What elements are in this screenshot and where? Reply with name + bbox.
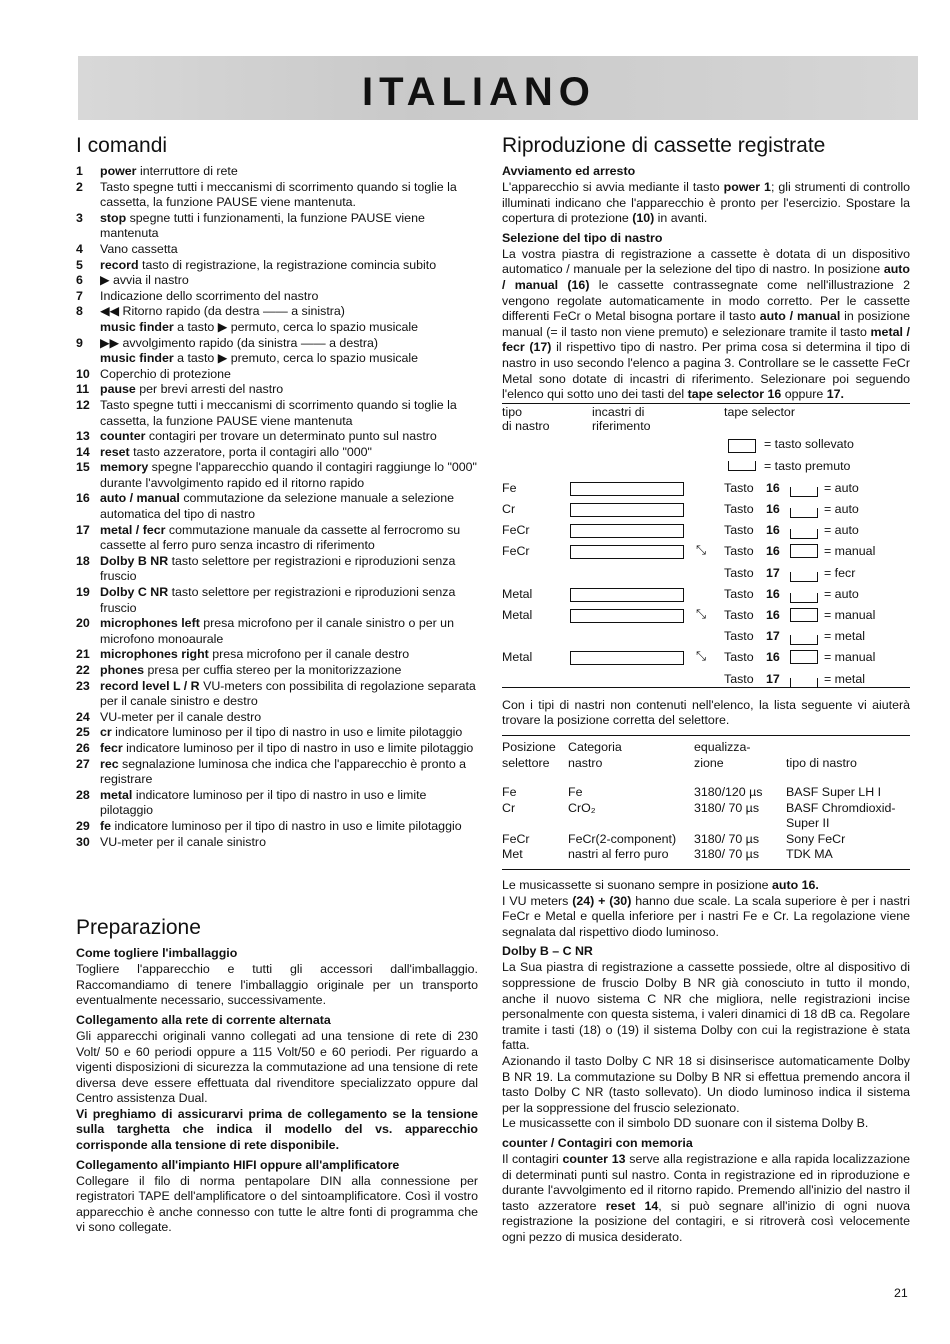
list-item-text (100, 242, 478, 258)
table-header-cell (502, 740, 568, 771)
header-line: nastro (568, 755, 603, 770)
list-item-number: 28 (76, 787, 90, 802)
cassette-notch-icon (570, 524, 684, 538)
list-item-description: tasto di registrazione, la registrazione comincia subito (138, 257, 437, 272)
table-cell: Sony FeCr (786, 831, 846, 846)
list-item-text (100, 679, 478, 710)
header-line: zione (694, 755, 724, 770)
list-item (76, 273, 478, 289)
list-item-text (100, 835, 478, 851)
list-item-text (100, 180, 478, 211)
switch-released-icon (790, 650, 818, 664)
list-item-keyword: record (100, 257, 139, 272)
list-item (76, 788, 478, 819)
list-item-description: presa microfono per il canale sinistro o per un microfono monoaurale (100, 616, 454, 646)
tasto-label: Tasto (724, 544, 754, 559)
list-item-text (100, 367, 478, 383)
header-line: selettore (502, 755, 550, 770)
tape-type-text: La vostra piastra di registrazione a cassette è dotata di un dispositivo automatico / manuale per la selezione del tipo di nastro. In posizione auto / manual (16) le cassette contrassegnate come nell'illustrazione 2 vengono regolate automaticamente in modo corretto. Per le cassette differenti FeCr o Metal bisogna portare il tasto auto / manual in posizione manual (= il tasto non viene premuto) e selezionare tramite il tasto metal / fecr (17) il rispettivo tipo di nastro. Per prima cosa si determina il tipo di nastro in uso secondo l'elenco a pagina 3. Controllare se le cassette FeCr Metal sono dotate di incastri di riferimento. Selezionare poi seguendo l'elenco qui sotto uno dei tasti del tape selector 16 oppure 17. (502, 246, 910, 402)
list-item (76, 835, 478, 851)
list-item-description: tasto azzeratore, porta il contagiri allo "000" (129, 444, 372, 459)
list-item-text (100, 382, 478, 398)
list-item-number: 20 (76, 616, 90, 631)
legend-up-icon (728, 439, 756, 453)
table-cell: TDK MA (786, 847, 833, 862)
list-item-keyword: memory (100, 460, 149, 475)
list-item (76, 398, 478, 429)
list-item-keyword: auto / manual (100, 491, 180, 506)
list-item (76, 725, 478, 741)
list-item (76, 554, 478, 585)
list-item-number: 23 (76, 678, 90, 693)
list-item (76, 382, 478, 398)
list-item (76, 164, 478, 180)
tasto-number: 17 (766, 565, 780, 580)
header-line: Posizione (502, 739, 556, 754)
list-item-description: indicatore luminoso per il tipo di nastro in uso e limite pilotaggio (111, 818, 462, 833)
tape-type: Metal (502, 607, 533, 622)
switch-pressed-icon (790, 508, 818, 518)
tape-selector-value: = metal (824, 629, 865, 644)
table-cell: nastri al ferro puro (568, 847, 669, 862)
tasto-label: Tasto (724, 671, 754, 686)
list-item (76, 663, 478, 679)
switch-released-icon (790, 544, 818, 558)
table-cell: CrO₂ (568, 800, 596, 815)
preparazione-heading: Preparazione (76, 916, 201, 940)
list-item-description: tasto selettore per registrazioni e riproduzioni senza fruscio (100, 553, 456, 584)
cassette-notch-icon (570, 545, 684, 559)
arrow-icon: ⤡ (696, 649, 706, 664)
list-item-keyword: rec (100, 756, 119, 771)
list-item-number: 22 (76, 663, 90, 677)
list-item-text (100, 320, 478, 336)
list-item-description: VU-meter per il canale destro (100, 709, 262, 724)
table-row (502, 832, 912, 848)
list-item-description: indicatore luminoso per il tipo di nastro in uso e limite pilotaggio (100, 787, 427, 818)
list-item-number (76, 351, 100, 367)
list-item-text (100, 429, 478, 445)
list-item-number: 29 (76, 818, 90, 833)
list-item-description: Tasto spegne tutti i meccanismi di scorrimento quando si toglie la cassetta, la funzione PAUSE viene mantenuta (100, 397, 457, 428)
list-item-description: VU-meter per il canale sinistro (100, 834, 266, 849)
list-item-keyword: microphones left (100, 616, 200, 631)
arrow-icon: ⤡ (696, 543, 706, 558)
tape-selector-value: = auto (824, 586, 859, 601)
list-item-text (100, 647, 478, 663)
table-header-cell (786, 740, 912, 771)
list-item (76, 304, 478, 320)
list-item (76, 351, 478, 367)
list-item-keyword: microphones right (100, 647, 209, 662)
list-item-number: 17 (76, 522, 90, 537)
list-item-description: per brevi arresti del nastro (135, 382, 284, 397)
list-item-text (100, 710, 478, 726)
list-item-description: Tasto spegne tutti i meccanismi di scorrimento quando si toglie la cassetta, la funzione PAUSE viene mantenuta. (100, 179, 457, 210)
list-item-keyword: metal / fecr (100, 522, 166, 537)
list-item-number: 3 (76, 210, 83, 225)
header-line (786, 740, 912, 756)
list-item-keyword: music finder (100, 351, 174, 366)
counter-heading: counter / Contagiri con memoria (502, 1135, 693, 1150)
list-item-description: presa per cuffia stereo per la monitorizzazione (144, 663, 402, 677)
list-item-keyword: reset (100, 444, 130, 459)
list-item-number: 18 (76, 553, 90, 568)
unpacking-text: Togliere l'apparecchio e tutti gli accessori dall'imballaggio. Raccomandiamo di tenere l'imballaggio originale per un transporto eventualmente necessario, successivamente. (76, 962, 478, 1008)
tasto-number: 16 (766, 607, 780, 622)
list-item (76, 429, 478, 445)
playback-heading: Riproduzione di cassette registrate (502, 134, 826, 157)
list-item-description: indicatore luminoso per il tipo di nastro in uso e limite pilotaggio (111, 725, 463, 740)
mains-text: Gli apparecchi originali vanno collegati ad una tensione di rete di 230 Volt/ 50 e 60 periodi oppure a 115 Volt/50 e 60 periodi. Per riguardo a vigenti disposizioni di sicurezza la commutazione ad una tensione di rete diversa deve essere effettuata dal rivenditore specializzato oppure dal Centro assistenza Dual. (76, 1028, 478, 1106)
tape-type: Metal (502, 586, 533, 601)
list-item-number: 30 (76, 834, 90, 849)
list-item-text (100, 616, 478, 647)
tape-selector-value: = manual (824, 544, 876, 559)
list-item-text (100, 757, 478, 788)
table-cell: Fe (502, 785, 517, 800)
list-item-number: 25 (76, 725, 90, 740)
list-item-number: 24 (76, 709, 90, 724)
counter-text: Il contagiri counter 13 serve alla registrazione e alla rapida localizzazione di determinati punti sul nastro. Conta in registrazione ed in riproduzione e durante l'avvolgimento ed il ritorno rapido. Premendo all'inizio del nastro il tasto azzeratore reset 14, si può segnare all'inizio di ogni nuova registrazione la posizione del contagiri, e si ritroverà così velocemente ogni pezzo di musica desiderato. (502, 1151, 910, 1244)
th-nastro: di nastro (502, 418, 550, 433)
th-incastri: incastri di (592, 404, 645, 419)
list-item-text (100, 819, 478, 835)
list-item (76, 367, 478, 383)
list-item-text (100, 258, 478, 274)
list-item (76, 445, 478, 461)
list-item-description: Vano cassetta (100, 241, 178, 256)
legend-up-text: = tasto sollevato (764, 436, 854, 451)
list-item (76, 819, 478, 835)
switch-pressed-icon (790, 593, 818, 603)
list-item-keyword: counter (100, 429, 146, 444)
auto-text: Le musicassette si suonano sempre in posizione auto 16. (502, 878, 819, 893)
list-item-description: segnalazione luminosa che indica che l'apparecchio è pronto a registrare (100, 756, 467, 787)
list-item (76, 523, 478, 554)
tasto-number: 16 (766, 523, 780, 538)
list-item-text (100, 585, 478, 616)
list-item-number: 7 (76, 288, 83, 303)
list-item-description: tasto selettore per registrazioni e riproduzioni senza fruscio (100, 585, 456, 615)
table-cell: BASF Chromdioxid-Super II (786, 800, 896, 831)
list-item-number: 19 (76, 585, 90, 600)
vu-text: I VU meters (24) + (30) hanno due scale. La scala superiore è per i nastri FeCr e Metal e quella inferiore per i nastri Fe e Cr. La regolazione viene segnalata dal rispettivo diodo luminoso. (502, 893, 910, 939)
list-item-number (76, 320, 100, 336)
tape-selector-value: = auto (824, 501, 859, 516)
table-header-cell (568, 740, 694, 771)
cassette-notch-icon (570, 588, 684, 602)
tasto-number: 16 (766, 544, 780, 559)
list-item-number: 10 (76, 366, 90, 381)
table-row (502, 801, 912, 832)
list-item-number: 11 (76, 382, 90, 397)
tape-selector-table (502, 403, 910, 685)
list-item-text (100, 741, 478, 757)
list-item (76, 336, 478, 352)
tape-type: FeCr (502, 544, 530, 559)
list-item-keyword: fe (100, 818, 112, 833)
list-item-keyword: Dolby B NR (100, 553, 169, 568)
switch-pressed-icon (790, 529, 818, 539)
list-item (76, 741, 478, 757)
th-riferimento: riferimento (592, 418, 651, 433)
list-item (76, 647, 478, 663)
list-item-number: 2 (76, 179, 83, 194)
list-item (76, 460, 478, 491)
tape-type: Fe (502, 480, 517, 495)
list-item (76, 757, 478, 788)
switch-pressed-icon (790, 678, 818, 688)
tape-selector-value: = fecr (824, 565, 856, 580)
list-item-text (100, 663, 478, 679)
list-item-number: 16 (76, 491, 90, 506)
dolby-text-2: Azionando il tasto Dolby C NR 18 si disinserisce automaticamente Dolby B NR 19. La commutazione su Dolby B NR si effettua premendo ancora il tasto Dolby C NR (tasto sollevato). Un diodo luminoso indica il sistema per la soppressione del fruscio selezionato. (502, 1054, 910, 1115)
list-item (76, 320, 478, 336)
table-cell: Met (502, 847, 523, 862)
list-item-text (100, 398, 478, 429)
list-item-description: Indicazione dello scorrimento del nastro (100, 288, 319, 303)
list-item (76, 679, 478, 710)
list-item (76, 258, 478, 274)
list-item (76, 491, 478, 522)
tasto-number: 16 (766, 586, 780, 601)
list-item-text (100, 289, 478, 305)
tape-selector-value: = auto (824, 523, 859, 538)
tape-selector-value: = manual (824, 607, 876, 622)
table-cell: Cr (502, 800, 516, 815)
list-item-number: 14 (76, 444, 90, 459)
list-item-number: 1 (76, 164, 83, 178)
tape-type: Metal (502, 650, 533, 665)
list-item-description: spegne l'apparecchio quando il contagiri raggiunge lo "000" durante l'avvolgimento rapido ed il ritorno rapido (100, 460, 477, 490)
list-item (76, 585, 478, 616)
controls-list (76, 164, 478, 850)
list-item-keyword: phones (100, 663, 145, 677)
list-item-description: a tasto ▶ premuto, cerca lo spazio musicale (173, 351, 419, 366)
unpacking-heading: Come togliere l'imballaggio (76, 946, 238, 961)
list-item-number: 27 (76, 756, 90, 771)
list-item-description: ▶▶ avvolgimento rapido (da sinistra —— a destra) (100, 335, 378, 350)
list-item-number: 13 (76, 429, 90, 444)
list-item-number: 9 (76, 335, 83, 350)
list-item-text (100, 445, 478, 461)
dolby-text-1: La Sua piastra di registrazione a cassette possiede, oltre al dispositivo di soppressione de fruscio Dolby B NR già conosciuto in tutto il mondo, anche il nuovo sistema C NR che migliora, nelle registrazioni incise personalmente con questa sistema, i valeri dinamici di 18 dB ca. Regolare tramite i tasti (18) o (19) il sistema Dolby con cui la registrazione è stata fatta. (502, 960, 910, 1053)
list-item-keyword: record level L / R (100, 678, 200, 693)
list-item-text (100, 725, 478, 741)
list-item-text (100, 273, 478, 289)
list-item-text (100, 788, 478, 819)
tape-selector-value: = auto (824, 480, 859, 495)
list-item-description: a tasto ▶ permuto, cerca lo spazio musicale (173, 319, 419, 334)
tasto-label: Tasto (724, 586, 754, 601)
list-item-number: 15 (76, 460, 90, 475)
page-title: ITALIANO (362, 70, 596, 114)
switch-released-icon (790, 608, 818, 622)
list-item-keyword: power (100, 164, 137, 178)
tasto-number: 17 (766, 671, 780, 686)
list-item-number: 26 (76, 740, 90, 755)
list-item-text (100, 491, 478, 522)
equalization-table (502, 740, 912, 863)
list-item-text (100, 351, 478, 367)
list-item (76, 289, 478, 305)
list-item (76, 616, 478, 647)
table-header-row (502, 740, 912, 771)
list-item-number: 21 (76, 647, 90, 662)
tasto-label: Tasto (724, 523, 754, 538)
table-cell: 3180/120 µs (694, 785, 763, 800)
list-item-number: 6 (76, 273, 83, 288)
header-line: tipo di nastro (786, 755, 857, 770)
cassette-notch-icon (570, 651, 684, 665)
th-tipo: tipo (502, 404, 522, 419)
list-item-description: commutazione manuale da cassette al ferrocromo su cassette al ferro puro senza incastro di riferimento (100, 522, 461, 553)
list-item-keyword: pause (100, 382, 136, 397)
tape-selector-value: = manual (824, 650, 876, 665)
tasto-number: 16 (766, 650, 780, 665)
left-column (76, 134, 478, 1236)
list-item-keyword: music finder (100, 319, 174, 334)
tasto-number: 17 (766, 629, 780, 644)
list-item-text (100, 164, 478, 180)
tape-selector-value: = metal (824, 671, 865, 686)
voltage-warning: Vi preghiamo di assicurarvi prima de collegamento se la tensione sulla targhetta che indica il modello del vs. apparecchio corrisponde alla tensione di rete disponibile. (76, 1106, 478, 1153)
table-cell: Fe (568, 785, 583, 800)
list-item-description: commutazione da selezione manuale a selezione automatica del tipo di nastro (100, 491, 455, 522)
table-cell: BASF Super LH I (786, 785, 882, 800)
table-row (502, 785, 912, 801)
table-cell: 3180/ 70 µs (694, 831, 760, 846)
arrow-icon: ⤡ (696, 606, 706, 621)
table-row (502, 847, 912, 863)
tasto-label: Tasto (724, 501, 754, 516)
tasto-label: Tasto (724, 607, 754, 622)
th-selector: tape selector (724, 404, 795, 419)
start-stop-text: L'apparecchio si avvia mediante il tasto power 1; gli strumenti di controllo illuminati indicano che l'apparecchio è pronto per l'esercizio. Spostare la copertura di protezione (10) in avanti. (502, 180, 910, 226)
list-item-description: ▶ avvia il nastro (100, 273, 189, 288)
legend-down-icon (728, 461, 756, 471)
list-item-number: 4 (76, 241, 83, 256)
tape-type: FeCr (502, 523, 530, 538)
dolby-heading: Dolby B – C NR (502, 944, 593, 959)
list-item-description: indicatore luminoso per il tipo di nastro in uso e limite pilotaggio (122, 740, 474, 755)
list-item-keyword: Dolby C NR (100, 585, 169, 600)
table-cell: FeCr(2-component) (568, 831, 677, 846)
list-item-text (100, 523, 478, 554)
comandi-heading: I comandi (76, 134, 168, 157)
cassette-notch-icon (570, 503, 684, 517)
list-item-keyword: metal (100, 787, 133, 802)
list-item-text (100, 460, 478, 491)
tasto-label: Tasto (724, 650, 754, 665)
switch-pressed-icon (790, 572, 818, 582)
list-item-description: interruttore di rete (136, 164, 238, 178)
switch-pressed-icon (790, 487, 818, 497)
list-item-description: VU-meters con possibilita di regolazione separata per il canale sinistro e destro (100, 678, 476, 709)
tasto-label: Tasto (724, 629, 754, 644)
list-item-number: 12 (76, 397, 90, 412)
tasto-label: Tasto (724, 565, 754, 580)
list-item-keyword: cr (100, 725, 112, 740)
mains-heading: Collegamento alla rete di corrente alternata (76, 1012, 331, 1027)
list-item-number: 8 (76, 304, 83, 319)
table-cell: FeCr (502, 831, 530, 846)
switch-pressed-icon (790, 635, 818, 645)
table-cell: 3180/ 70 µs (694, 800, 760, 815)
right-column (502, 134, 910, 1246)
cassette-notch-icon (570, 609, 684, 623)
list-item (76, 710, 478, 726)
table-cell: 3180/ 70 µs (694, 847, 760, 862)
header-line: Categoria (568, 739, 622, 754)
list-item-text (100, 304, 478, 320)
tasto-number: 16 (766, 501, 780, 516)
cassette-notch-icon (570, 482, 684, 496)
list-item-description: spegne tutti i funzionamenti, la funzione PAUSE viene mantenuta (100, 210, 425, 241)
tape-type-heading: Selezione del tipo di nastro (502, 230, 663, 245)
start-stop-heading: Avviamento ed arresto (502, 164, 636, 178)
list-item (76, 211, 478, 242)
list-item-keyword: fecr (100, 740, 123, 755)
header-line: equalizza- (694, 739, 751, 754)
list-item-description: presa microfono per il canale destro (208, 647, 410, 662)
page-number: 21 (894, 1286, 908, 1300)
legend-down-text: = tasto premuto (764, 458, 851, 473)
list-item (76, 180, 478, 211)
list-item-description: Coperchio di protezione (100, 366, 231, 381)
tape-type: Cr (502, 501, 516, 516)
hifi-heading: Collegamento all'impianto HIFI oppure all'amplificatore (76, 1157, 400, 1172)
other-tapes-text: Con i tipi di nastri non contenuti nell'elenco, la lista seguente vi aiuterà trovare la posizione corretta del selettore. (502, 697, 910, 728)
tasto-number: 16 (766, 480, 780, 495)
dolby-text-3: Le musicassette con il simbolo DD suonare con il sistema Dolby B. (502, 1116, 869, 1131)
list-item-text (100, 336, 478, 352)
tasto-label: Tasto (724, 480, 754, 495)
list-item-text (100, 211, 478, 242)
hifi-text: Collegare il filo di norma pentapolare DIN alla connessione per registratori TAPE dell'amplificatore o del sintoamplificatore. Così il vostro apparecchio è anche connesso con tutte le altre fonti di programma che vi sono collegate. (76, 1173, 478, 1235)
list-item-number: 5 (76, 257, 83, 272)
list-item-description: contagiri per trovare un determinato punto sul nastro (145, 429, 437, 444)
list-item-description: ◀◀ Ritorno rapido (da destra —— a sinistra) (100, 304, 345, 319)
list-item-text (100, 554, 478, 585)
list-item-keyword: stop (100, 210, 127, 225)
list-item (76, 242, 478, 258)
table-header-cell (694, 740, 786, 771)
